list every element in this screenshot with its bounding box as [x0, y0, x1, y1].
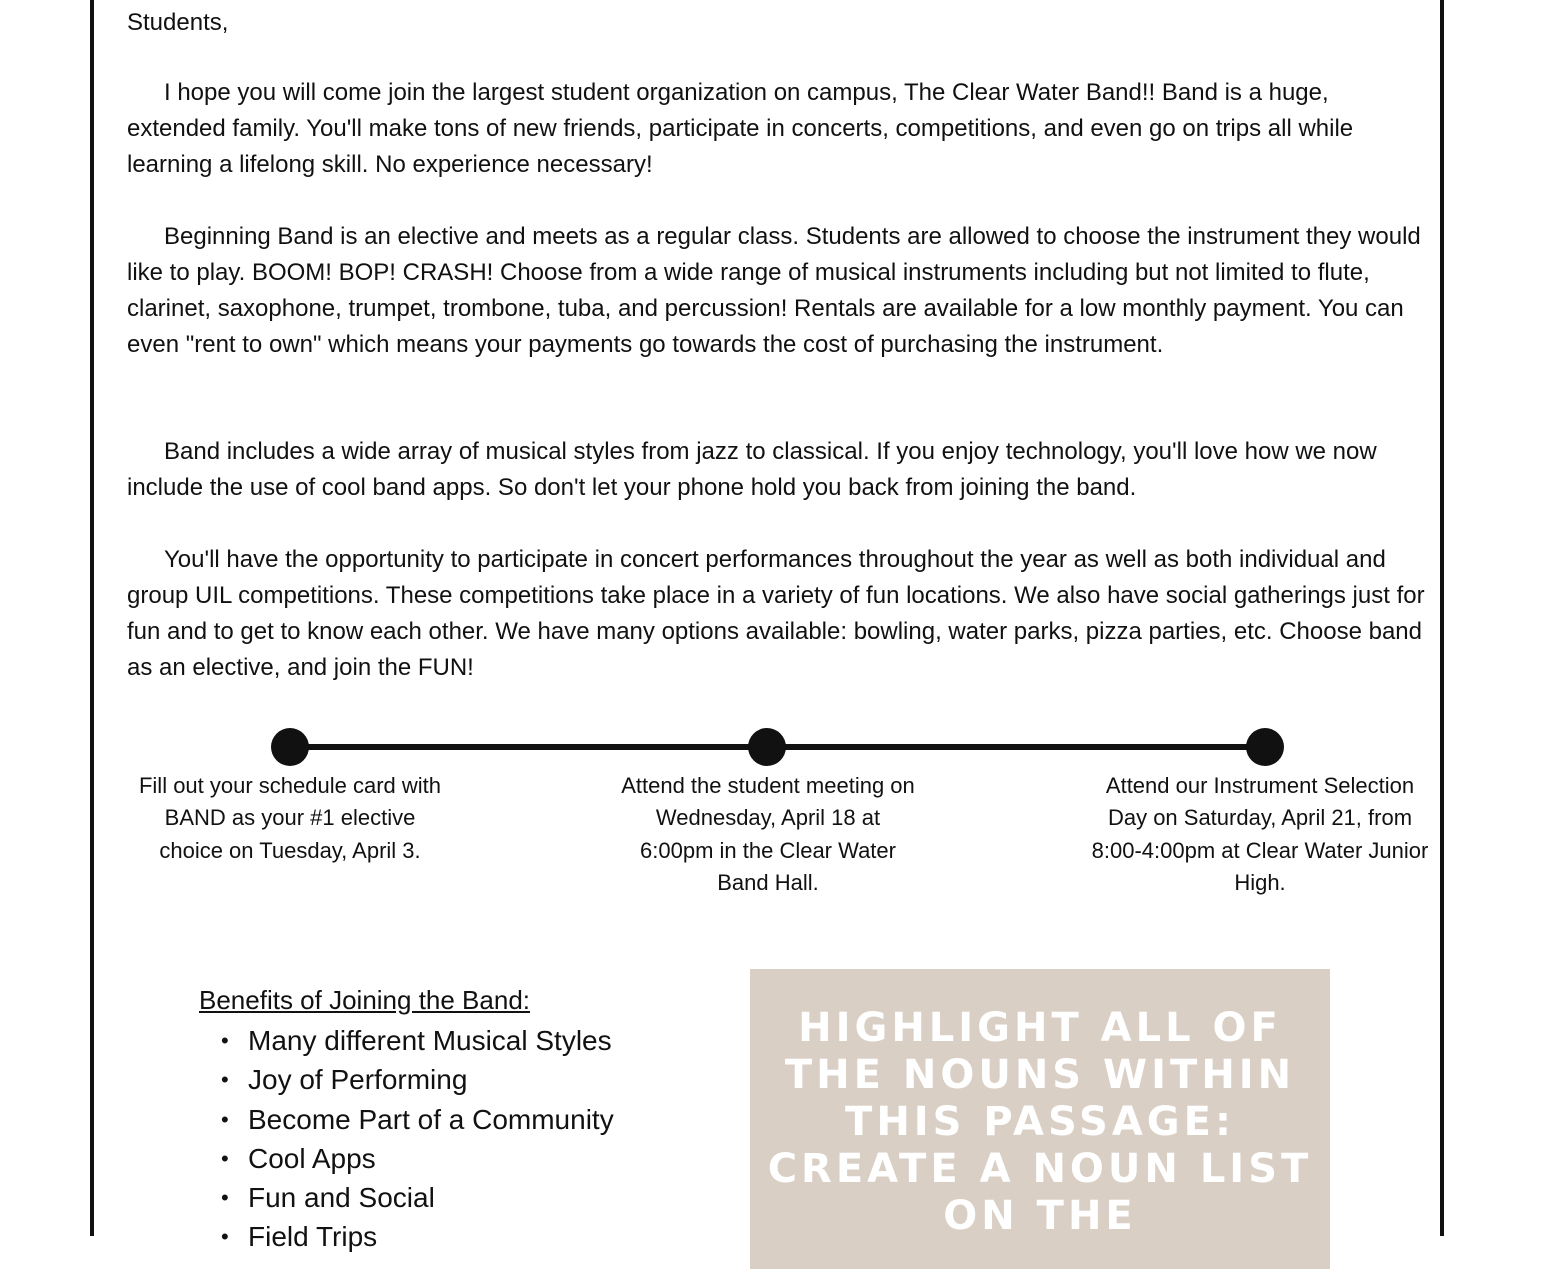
list-item: • Fun and Social	[248, 1178, 614, 1217]
page-border-right	[1440, 0, 1444, 1236]
timeline-dot	[271, 728, 309, 766]
list-item: • Many different Musical Styles	[248, 1021, 614, 1060]
letter-paragraph: I hope you will come join the largest student organization on campus, The Clear Water Band!! Band is a huge, extended family. You'll make tons of new friends, participate in concerts, competitions, and even go on trips all while learning a lifelong skill. No experience necessary!	[127, 79, 1354, 178]
task-instruction-box	[750, 969, 1330, 1269]
benefits-list	[248, 1021, 614, 1257]
list-item: • Joy of Performing	[248, 1060, 614, 1099]
benefits-title: Benefits of Joining the Band:	[199, 985, 531, 1015]
timeline-dot	[748, 728, 786, 766]
list-item: • Become Part of a Community	[248, 1100, 614, 1139]
timeline-dot	[1246, 728, 1284, 766]
timeline-step: Attend our Instrument Selection Day on Saturday, April 21, from 8:00-4:00pm at Clear Water Junior High.	[1091, 773, 1429, 895]
page-border-left	[90, 0, 94, 1236]
letter-paragraph: You'll have the opportunity to participate in concert performances throughout the year as well as both individual and group UIL competitions. These competitions take place in a variety of fun locations. We also have social gatherings just for fun and to get to know each other. We have many options available: bowling, water parks, pizza parties, etc. Choose band as an elective, and join the FUN!	[127, 546, 1425, 681]
letter-paragraph: Beginning Band is an elective and meets as a regular class. Students are allowed to choose the instrument they would like to play. BOOM! BOP! CRASH! Choose from a wide range of musical instruments including but not limited to flute, clarinet, saxophone, trumpet, trombone, tuba, and percussion! Rentals are available for a low monthly payment. You can even "rent to own" which means your payments go towards the cost of purchasing the instrument.	[127, 223, 1421, 358]
list-item: • Cool Apps	[248, 1139, 614, 1178]
timeline-step: Fill out your schedule card with BAND as your #1 elective choice on Tuesday, April 3.	[138, 773, 442, 863]
letter-paragraph: Band includes a wide array of musical styles from jazz to classical. If you enjoy technology, you'll love how we now include the use of cool band apps. So don't let your phone hold you back from joining the band.	[127, 438, 1377, 501]
letter-greeting: Students,	[127, 9, 229, 36]
list-item: • Field Trips	[248, 1217, 614, 1256]
task-instruction-text: HIGHLIGHT ALL OF THE NOUNS WITHIN THIS PASSAGE: CREATE A NOUN LIST ON THE	[767, 1005, 1313, 1239]
timeline-step: Attend the student meeting on Wednesday, April 18 at 6:00pm in the Clear Water Band Hall.	[621, 773, 915, 895]
